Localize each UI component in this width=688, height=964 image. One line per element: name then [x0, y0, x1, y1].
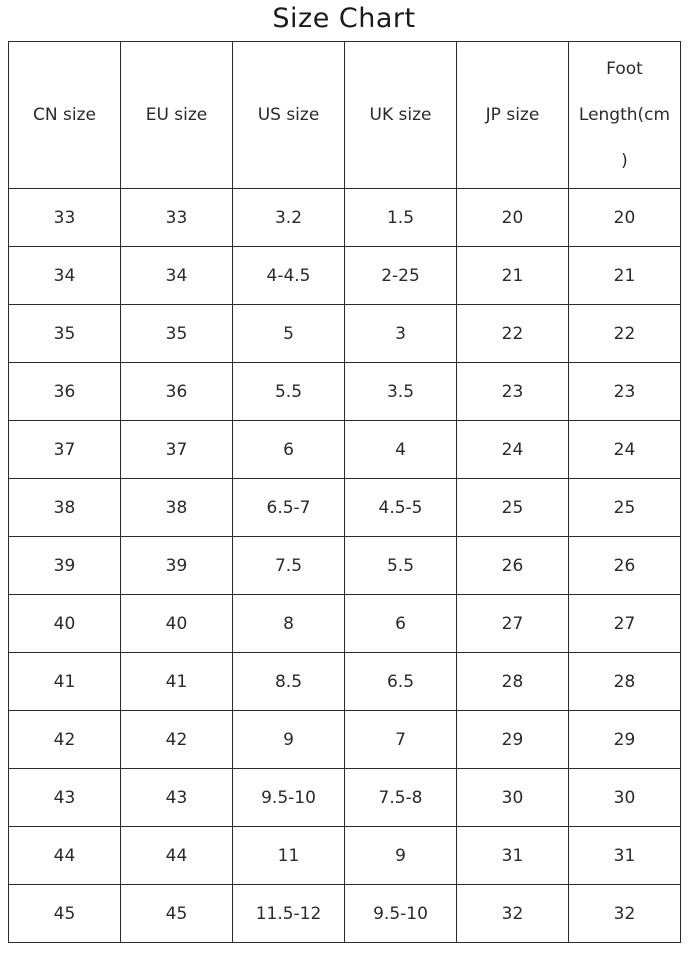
table-row: [9, 653, 681, 711]
cell-jp-size: 23: [457, 363, 569, 421]
cell-foot-length: 21: [569, 247, 681, 305]
cell-jp-size: 32: [457, 885, 569, 943]
table-row: [9, 479, 681, 537]
cell-uk-size: 7: [345, 711, 457, 769]
cell-jp-size: 30: [457, 769, 569, 827]
cell-cn-size: 41: [9, 653, 121, 711]
cell-uk-size: 4.5-5: [345, 479, 457, 537]
cell-eu-size: 38: [121, 479, 233, 537]
cell-cn-size: 34: [9, 247, 121, 305]
cell-us-size: 8.5: [233, 653, 345, 711]
cell-jp-size: 31: [457, 827, 569, 885]
cell-jp-size: 20: [457, 189, 569, 247]
cell-uk-size: 3.5: [345, 363, 457, 421]
table-row: [9, 711, 681, 769]
cell-foot-length: 22: [569, 305, 681, 363]
cell-jp-size: 24: [457, 421, 569, 479]
cell-foot-length: 26: [569, 537, 681, 595]
size-chart-table: [8, 41, 681, 943]
table-row: [9, 189, 681, 247]
cell-cn-size: 45: [9, 885, 121, 943]
cell-us-size: 6: [233, 421, 345, 479]
cell-us-size: 5: [233, 305, 345, 363]
cell-eu-size: 35: [121, 305, 233, 363]
cell-us-size: 3.2: [233, 189, 345, 247]
cell-uk-size: 5.5: [345, 537, 457, 595]
cell-us-size: 11: [233, 827, 345, 885]
cell-jp-size: 27: [457, 595, 569, 653]
cell-uk-size: 4: [345, 421, 457, 479]
table-row: [9, 595, 681, 653]
cell-us-size: 11.5-12: [233, 885, 345, 943]
page-title: Size Chart: [272, 3, 416, 34]
cell-cn-size: 40: [9, 595, 121, 653]
cell-uk-size: 3: [345, 305, 457, 363]
table-row: [9, 363, 681, 421]
cell-eu-size: 34: [121, 247, 233, 305]
cell-eu-size: 36: [121, 363, 233, 421]
column-header-eu-size: EU size: [121, 42, 233, 189]
cell-jp-size: 25: [457, 479, 569, 537]
cell-foot-length: 24: [569, 421, 681, 479]
table-row: [9, 247, 681, 305]
cell-cn-size: 33: [9, 189, 121, 247]
cell-eu-size: 45: [121, 885, 233, 943]
cell-cn-size: 44: [9, 827, 121, 885]
cell-us-size: 6.5-7: [233, 479, 345, 537]
foot-header-line-2: Length(cm: [578, 105, 671, 125]
cell-uk-size: 6: [345, 595, 457, 653]
cell-jp-size: 28: [457, 653, 569, 711]
cell-uk-size: 9.5-10: [345, 885, 457, 943]
cell-eu-size: 39: [121, 537, 233, 595]
table-body: [9, 189, 681, 943]
cell-foot-length: 31: [569, 827, 681, 885]
cell-eu-size: 40: [121, 595, 233, 653]
cell-us-size: 9: [233, 711, 345, 769]
cell-uk-size: 1.5: [345, 189, 457, 247]
cell-jp-size: 29: [457, 711, 569, 769]
table-row: [9, 827, 681, 885]
cell-foot-length: 25: [569, 479, 681, 537]
cell-eu-size: 37: [121, 421, 233, 479]
cell-uk-size: 2-25: [345, 247, 457, 305]
cell-foot-length: 20: [569, 189, 681, 247]
cell-us-size: 9.5-10: [233, 769, 345, 827]
cell-cn-size: 35: [9, 305, 121, 363]
column-header-uk-size: UK size: [345, 42, 457, 189]
cell-us-size: 4-4.5: [233, 247, 345, 305]
cell-eu-size: 33: [121, 189, 233, 247]
column-header-cn-size: CN size: [9, 42, 121, 189]
cell-us-size: 7.5: [233, 537, 345, 595]
table-row: [9, 885, 681, 943]
cell-uk-size: 9: [345, 827, 457, 885]
cell-cn-size: 42: [9, 711, 121, 769]
table-row: [9, 305, 681, 363]
cell-jp-size: 26: [457, 537, 569, 595]
cell-eu-size: 44: [121, 827, 233, 885]
table-header-row: [9, 42, 681, 189]
cell-uk-size: 7.5-8: [345, 769, 457, 827]
cell-cn-size: 37: [9, 421, 121, 479]
table-row: [9, 537, 681, 595]
cell-jp-size: 22: [457, 305, 569, 363]
cell-eu-size: 41: [121, 653, 233, 711]
cell-foot-length: 29: [569, 711, 681, 769]
table-row: [9, 769, 681, 827]
cell-foot-length: 28: [569, 653, 681, 711]
cell-eu-size: 42: [121, 711, 233, 769]
cell-uk-size: 6.5: [345, 653, 457, 711]
cell-foot-length: 32: [569, 885, 681, 943]
cell-us-size: 8: [233, 595, 345, 653]
cell-cn-size: 38: [9, 479, 121, 537]
foot-header-line-1: Foot: [606, 59, 643, 79]
cell-eu-size: 43: [121, 769, 233, 827]
cell-jp-size: 21: [457, 247, 569, 305]
column-header-foot-length: [569, 42, 681, 189]
column-header-jp-size: JP size: [457, 42, 569, 189]
cell-foot-length: 30: [569, 769, 681, 827]
cell-cn-size: 39: [9, 537, 121, 595]
cell-us-size: 5.5: [233, 363, 345, 421]
table-row: [9, 421, 681, 479]
cell-foot-length: 27: [569, 595, 681, 653]
cell-cn-size: 36: [9, 363, 121, 421]
column-header-us-size: US size: [233, 42, 345, 189]
foot-header-line-3: ): [621, 151, 628, 171]
cell-foot-length: 23: [569, 363, 681, 421]
cell-cn-size: 43: [9, 769, 121, 827]
